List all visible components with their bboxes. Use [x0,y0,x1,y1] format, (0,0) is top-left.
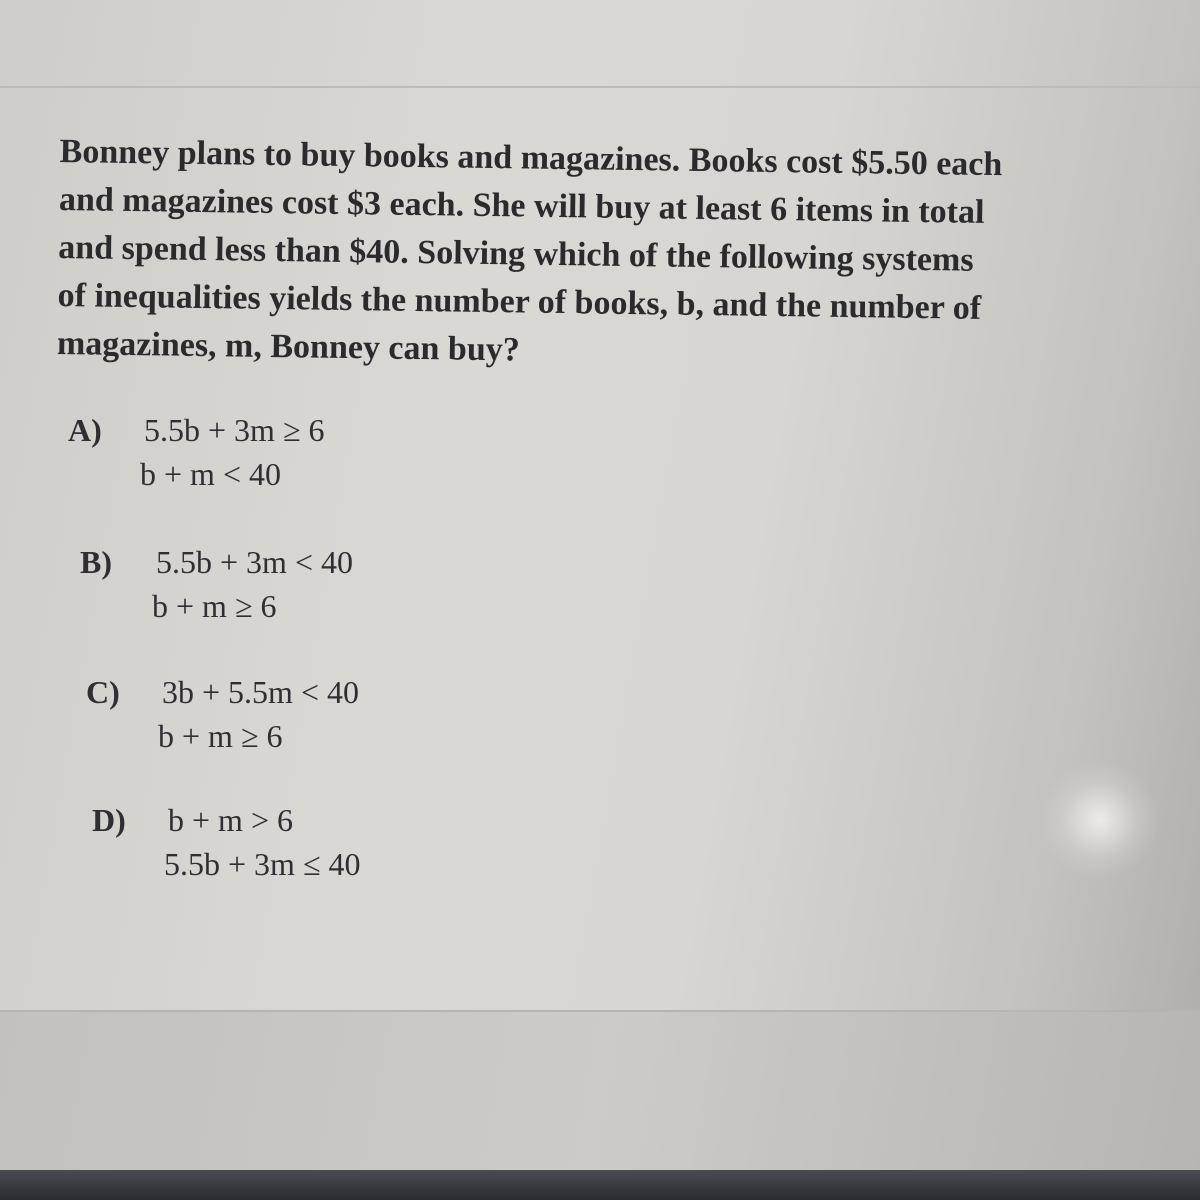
choice-inequality-1: 3b + 5.5m < 40 [162,674,359,710]
question-line: magazines, m, Bonney can buy? [56,324,521,369]
question-line: of inequalities yields the number of books, b, and the number of [57,276,982,327]
choice-inequality-2: b + m ≥ 6 [152,588,277,624]
choice-inequality-1: 5.5b + 3m ≥ 6 [144,412,325,448]
choice-inequality-1: b + m > 6 [168,802,293,838]
monitor-bezel [0,1170,1200,1200]
top-divider [0,86,1200,88]
question-text [57,128,1100,382]
choice-letter: B) [80,544,112,580]
question-line: Bonney plans to buy books and magazines. Books cost $5.50 each [59,132,1003,184]
choice-inequality-2: 5.5b + 3m ≤ 40 [164,846,361,882]
question-line: and magazines cost $3 each. She will buy at least 6 items in total [58,180,985,231]
choice-letter: D) [92,802,126,838]
choice-inequality-2: b + m < 40 [140,456,281,492]
choice-letter: C) [86,674,120,710]
choice-inequality-2: b + m ≥ 6 [158,718,283,754]
choice-letter: A) [68,412,102,448]
screen-glare [1040,760,1160,880]
choice-inequality-1: 5.5b + 3m < 40 [156,544,353,580]
question-line: and spend less than $40. Solving which of the following systems [58,228,974,279]
